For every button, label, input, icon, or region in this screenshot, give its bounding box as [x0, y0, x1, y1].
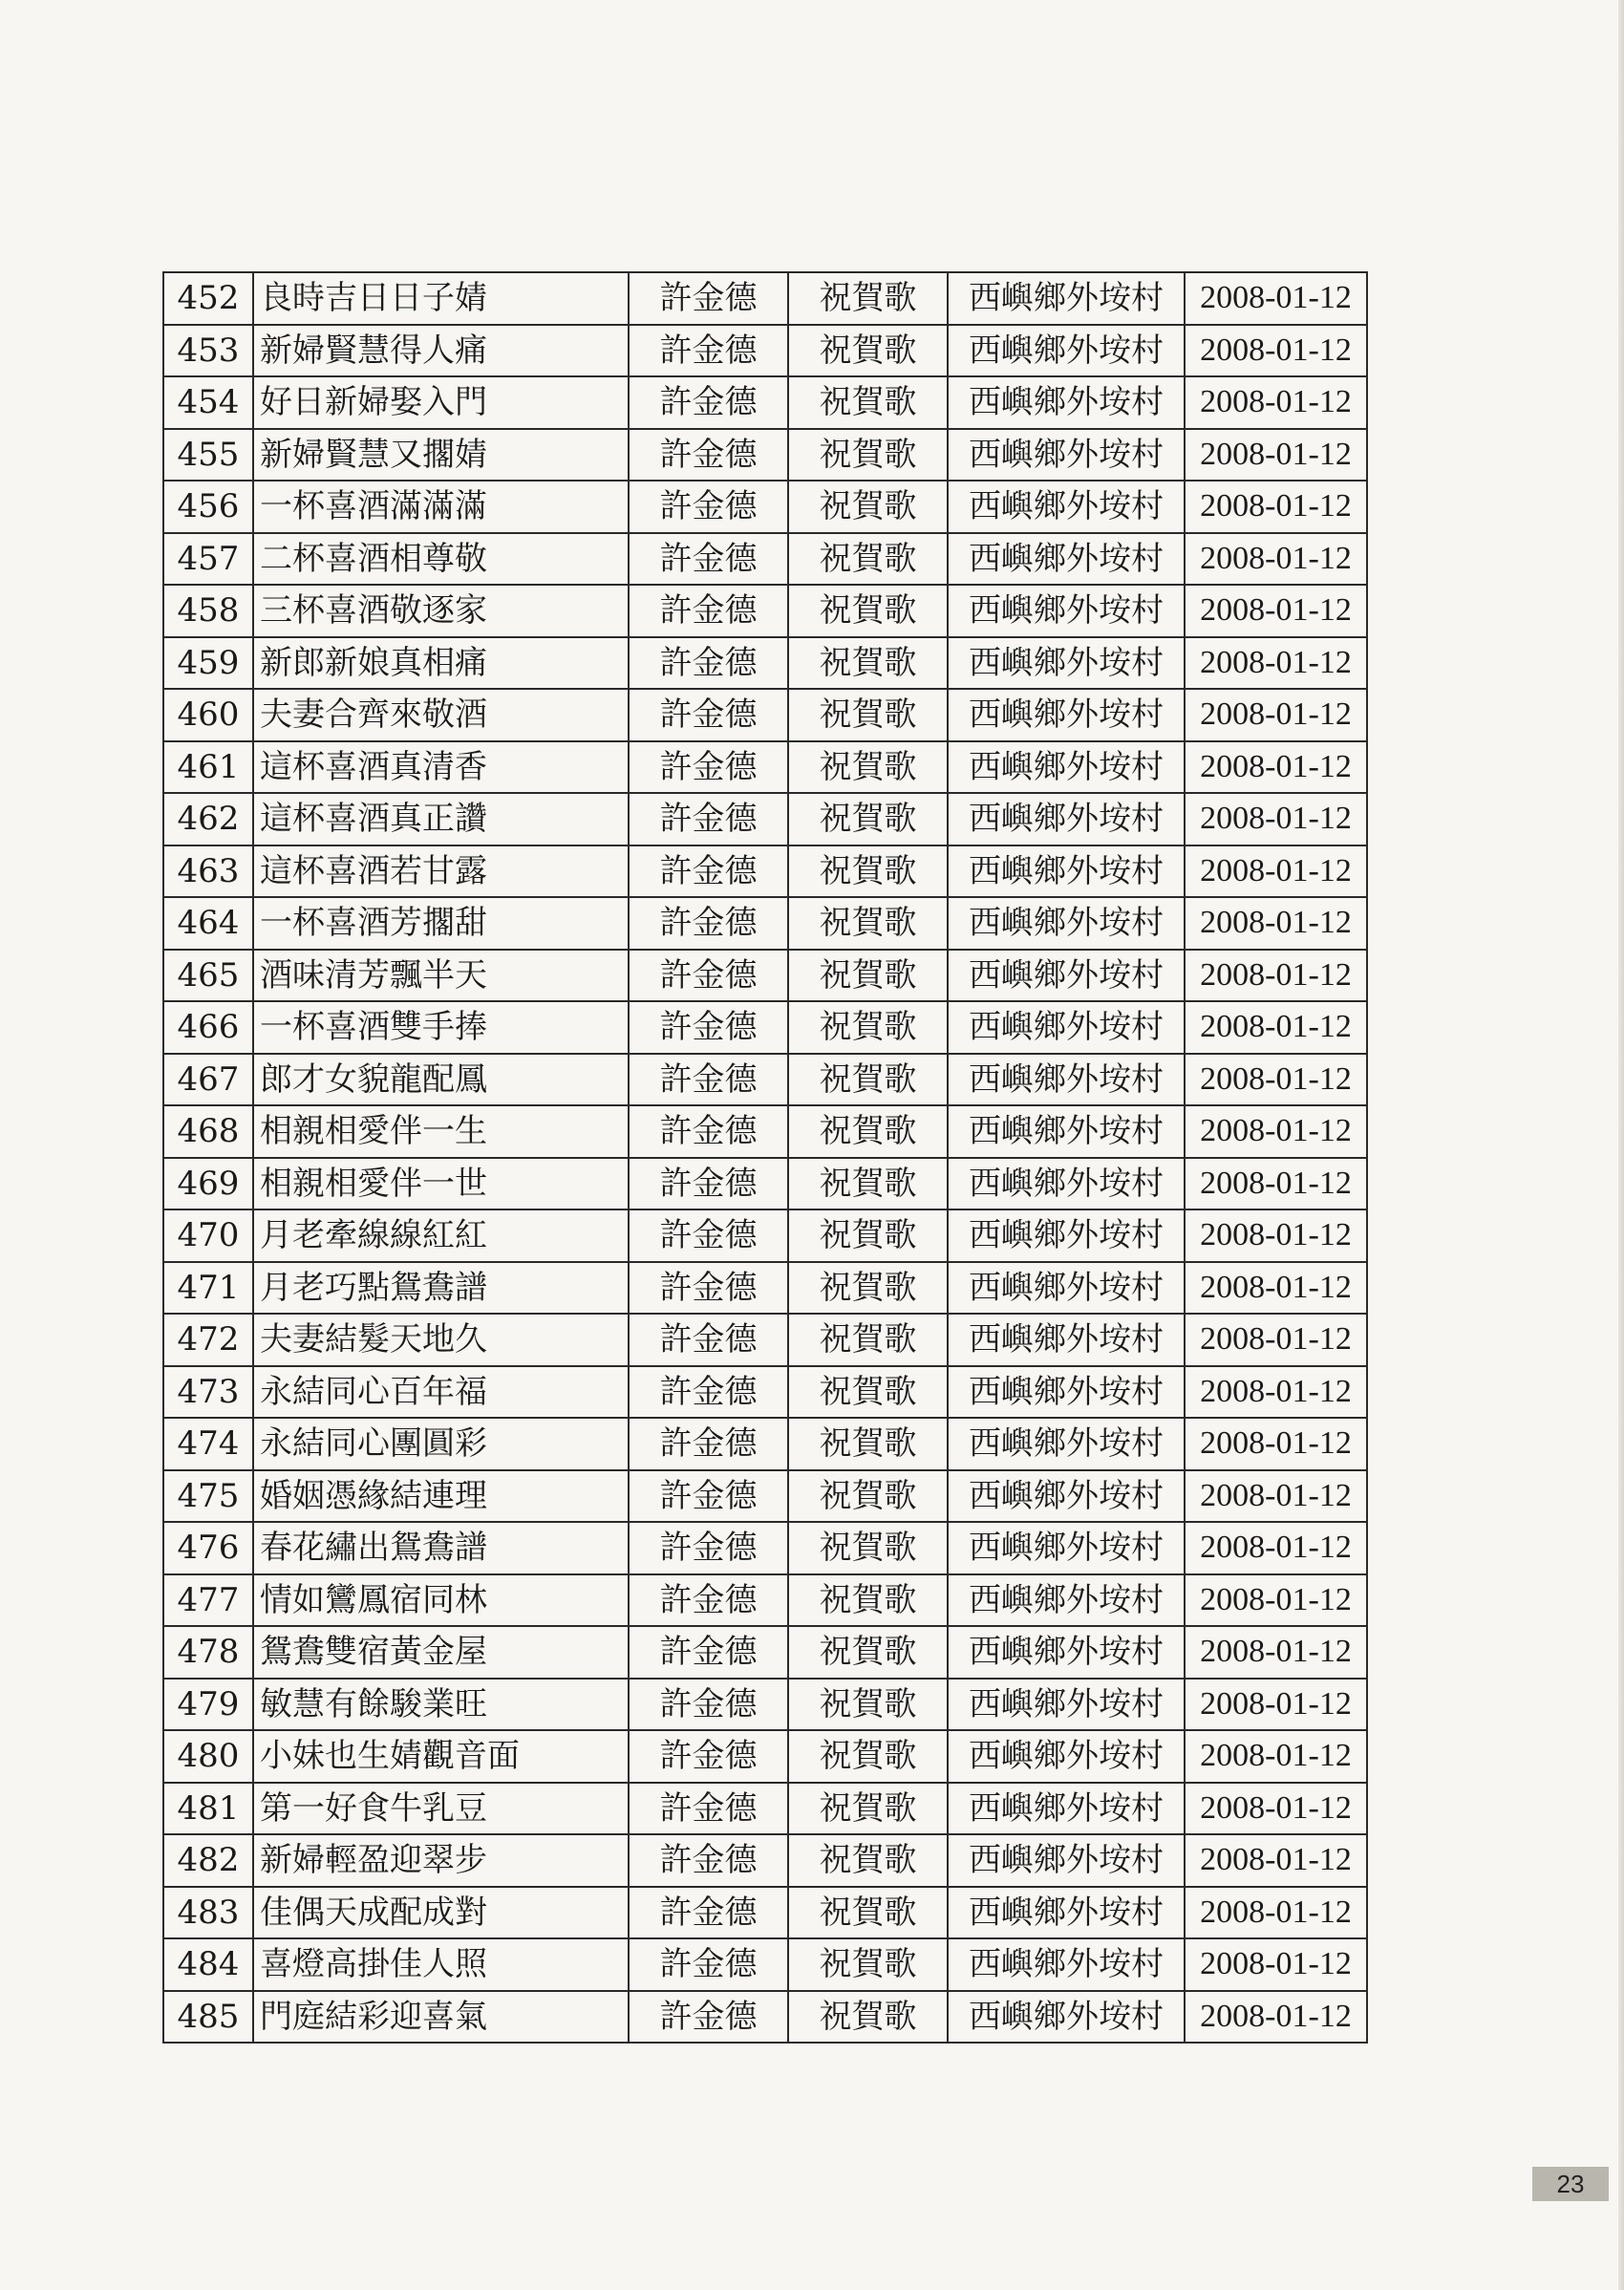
- recording-place: 西嶼鄉外垵村: [948, 325, 1185, 377]
- song-title: 夫妻結髮天地久: [253, 1314, 629, 1366]
- song-title: 春花繡出鴛鴦譜: [253, 1522, 629, 1574]
- song-title: 這杯喜酒真正讚: [253, 793, 629, 845]
- song-genre: 祝賀歌: [788, 1679, 948, 1731]
- recording-place: 西嶼鄉外垵村: [948, 1834, 1185, 1887]
- table-row: [163, 1522, 1367, 1574]
- row-number: 463: [163, 845, 253, 898]
- song-genre: 祝賀歌: [788, 1834, 948, 1887]
- song-title: 月老牽線線紅紅: [253, 1209, 629, 1262]
- row-number: 469: [163, 1158, 253, 1210]
- recording-place: 西嶼鄉外垵村: [948, 1470, 1185, 1523]
- page-edge: [1618, 0, 1624, 2290]
- recording-date: 2008-01-12: [1185, 429, 1367, 482]
- recording-place: 西嶼鄉外垵村: [948, 1783, 1185, 1835]
- row-number: 483: [163, 1887, 253, 1939]
- recording-date: 2008-01-12: [1185, 1262, 1367, 1315]
- recording-date: 2008-01-12: [1185, 1887, 1367, 1939]
- song-genre: 祝賀歌: [788, 1054, 948, 1106]
- recording-date: 2008-01-12: [1185, 376, 1367, 429]
- singer-name: 許金德: [629, 637, 788, 690]
- singer-name: 許金德: [629, 1054, 788, 1106]
- recording-place: 西嶼鄉外垵村: [948, 1626, 1185, 1679]
- song-title: 情如鸞鳳宿同林: [253, 1574, 629, 1627]
- table-row: [163, 376, 1367, 429]
- table-row: [163, 1054, 1367, 1106]
- song-title: 相親相愛伴一世: [253, 1158, 629, 1210]
- singer-name: 許金德: [629, 1938, 788, 1991]
- singer-name: 許金德: [629, 741, 788, 794]
- row-number: 481: [163, 1783, 253, 1835]
- song-genre: 祝賀歌: [788, 1366, 948, 1419]
- song-title: 一杯喜酒雙手捧: [253, 1001, 629, 1054]
- song-title: 夫妻合齊來敬酒: [253, 689, 629, 741]
- song-genre: 祝賀歌: [788, 1991, 948, 2044]
- recording-place: 西嶼鄉外垵村: [948, 429, 1185, 482]
- recording-date: 2008-01-12: [1185, 845, 1367, 898]
- singer-name: 許金德: [629, 1209, 788, 1262]
- recording-date: 2008-01-12: [1185, 533, 1367, 586]
- song-genre: 祝賀歌: [788, 533, 948, 586]
- row-number: 477: [163, 1574, 253, 1627]
- table-row: [163, 741, 1367, 794]
- song-genre: 祝賀歌: [788, 637, 948, 690]
- recording-place: 西嶼鄉外垵村: [948, 1938, 1185, 1991]
- row-number: 452: [163, 272, 253, 325]
- row-number: 467: [163, 1054, 253, 1106]
- row-number: 472: [163, 1314, 253, 1366]
- recording-date: 2008-01-12: [1185, 1105, 1367, 1158]
- recording-place: 西嶼鄉外垵村: [948, 1574, 1185, 1627]
- recording-date: 2008-01-12: [1185, 637, 1367, 690]
- singer-name: 許金德: [629, 1470, 788, 1523]
- recording-place: 西嶼鄉外垵村: [948, 741, 1185, 794]
- song-title: 二杯喜酒相尊敬: [253, 533, 629, 586]
- song-title: 新婦輕盈迎翠步: [253, 1834, 629, 1887]
- table-row: [163, 533, 1367, 586]
- row-number: 461: [163, 741, 253, 794]
- recording-place: 西嶼鄉外垵村: [948, 272, 1185, 325]
- table-row: [163, 1262, 1367, 1315]
- recording-place: 西嶼鄉外垵村: [948, 1209, 1185, 1262]
- singer-name: 許金德: [629, 1418, 788, 1470]
- song-title: 三杯喜酒敬逐家: [253, 585, 629, 637]
- song-title: 良時吉日日子婧: [253, 272, 629, 325]
- singer-name: 許金德: [629, 1158, 788, 1210]
- singer-name: 許金德: [629, 1001, 788, 1054]
- page-number: 23: [1532, 2167, 1609, 2201]
- song-title: 酒味清芳飄半天: [253, 950, 629, 1002]
- song-genre: 祝賀歌: [788, 1262, 948, 1315]
- recording-place: 西嶼鄉外垵村: [948, 1366, 1185, 1419]
- recording-date: 2008-01-12: [1185, 1626, 1367, 1679]
- singer-name: 許金德: [629, 1366, 788, 1419]
- song-genre: 祝賀歌: [788, 1522, 948, 1574]
- recording-date: 2008-01-12: [1185, 741, 1367, 794]
- recording-place: 西嶼鄉外垵村: [948, 1991, 1185, 2044]
- song-genre: 祝賀歌: [788, 376, 948, 429]
- singer-name: 許金德: [629, 272, 788, 325]
- recording-date: 2008-01-12: [1185, 1158, 1367, 1210]
- song-genre: 祝賀歌: [788, 897, 948, 950]
- table-row: [163, 1314, 1367, 1366]
- song-genre: 祝賀歌: [788, 1730, 948, 1783]
- table-row: [163, 1991, 1367, 2044]
- recording-date: 2008-01-12: [1185, 1679, 1367, 1731]
- row-number: 465: [163, 950, 253, 1002]
- song-genre: 祝賀歌: [788, 1314, 948, 1366]
- row-number: 471: [163, 1262, 253, 1315]
- table-row: [163, 897, 1367, 950]
- recording-place: 西嶼鄉外垵村: [948, 689, 1185, 741]
- song-title: 相親相愛伴一生: [253, 1105, 629, 1158]
- row-number: 485: [163, 1991, 253, 2044]
- song-genre: 祝賀歌: [788, 1783, 948, 1835]
- recording-date: 2008-01-12: [1185, 1522, 1367, 1574]
- song-genre: 祝賀歌: [788, 793, 948, 845]
- recording-place: 西嶼鄉外垵村: [948, 1730, 1185, 1783]
- song-title: 喜燈高掛佳人照: [253, 1938, 629, 1991]
- recording-date: 2008-01-12: [1185, 1991, 1367, 2044]
- table-row: [163, 1209, 1367, 1262]
- table-row: [163, 1366, 1367, 1419]
- song-genre: 祝賀歌: [788, 1418, 948, 1470]
- recording-date: 2008-01-12: [1185, 481, 1367, 533]
- row-number: 457: [163, 533, 253, 586]
- singer-name: 許金德: [629, 1262, 788, 1315]
- recording-date: 2008-01-12: [1185, 1834, 1367, 1887]
- song-genre: 祝賀歌: [788, 845, 948, 898]
- song-title: 小妹也生婧觀音面: [253, 1730, 629, 1783]
- song-genre: 祝賀歌: [788, 741, 948, 794]
- row-number: 454: [163, 376, 253, 429]
- song-title: 新婦賢慧得人痛: [253, 325, 629, 377]
- recording-date: 2008-01-12: [1185, 897, 1367, 950]
- recording-date: 2008-01-12: [1185, 585, 1367, 637]
- singer-name: 許金德: [629, 325, 788, 377]
- table-row: [163, 1418, 1367, 1470]
- singer-name: 許金德: [629, 1679, 788, 1731]
- singer-name: 許金德: [629, 1314, 788, 1366]
- singer-name: 許金德: [629, 793, 788, 845]
- row-number: 468: [163, 1105, 253, 1158]
- recording-place: 西嶼鄉外垵村: [948, 1887, 1185, 1939]
- song-genre: 祝賀歌: [788, 429, 948, 482]
- song-genre: 祝賀歌: [788, 481, 948, 533]
- recording-date: 2008-01-12: [1185, 1366, 1367, 1419]
- recording-place: 西嶼鄉外垵村: [948, 376, 1185, 429]
- song-title: 一杯喜酒芳擱甜: [253, 897, 629, 950]
- song-title: 郎才女貌龍配鳳: [253, 1054, 629, 1106]
- recording-place: 西嶼鄉外垵村: [948, 1418, 1185, 1470]
- table-row: [163, 272, 1367, 325]
- singer-name: 許金德: [629, 585, 788, 637]
- singer-name: 許金德: [629, 950, 788, 1002]
- row-number: 459: [163, 637, 253, 690]
- song-title: 這杯喜酒真清香: [253, 741, 629, 794]
- recording-date: 2008-01-12: [1185, 1314, 1367, 1366]
- song-genre: 祝賀歌: [788, 1001, 948, 1054]
- recording-place: 西嶼鄉外垵村: [948, 1314, 1185, 1366]
- song-title: 新婦賢慧又擱婧: [253, 429, 629, 482]
- table-row: [163, 1470, 1367, 1523]
- song-genre: 祝賀歌: [788, 1209, 948, 1262]
- row-number: 475: [163, 1470, 253, 1523]
- table-row: [163, 637, 1367, 690]
- song-genre: 祝賀歌: [788, 950, 948, 1002]
- singer-name: 許金德: [629, 1834, 788, 1887]
- song-genre: 祝賀歌: [788, 325, 948, 377]
- singer-name: 許金德: [629, 1105, 788, 1158]
- table-row: [163, 950, 1367, 1002]
- song-title: 門庭結彩迎喜氣: [253, 1991, 629, 2044]
- recording-date: 2008-01-12: [1185, 1938, 1367, 1991]
- singer-name: 許金德: [629, 689, 788, 741]
- recording-place: 西嶼鄉外垵村: [948, 637, 1185, 690]
- table-row: [163, 429, 1367, 482]
- row-number: 460: [163, 689, 253, 741]
- song-genre: 祝賀歌: [788, 1938, 948, 1991]
- song-genre: 祝賀歌: [788, 272, 948, 325]
- recording-place: 西嶼鄉外垵村: [948, 481, 1185, 533]
- singer-name: 許金德: [629, 845, 788, 898]
- singer-name: 許金德: [629, 897, 788, 950]
- singer-name: 許金德: [629, 376, 788, 429]
- recording-date: 2008-01-12: [1185, 272, 1367, 325]
- table-row: [163, 689, 1367, 741]
- row-number: 458: [163, 585, 253, 637]
- singer-name: 許金德: [629, 1730, 788, 1783]
- row-number: 466: [163, 1001, 253, 1054]
- song-genre: 祝賀歌: [788, 585, 948, 637]
- recording-date: 2008-01-12: [1185, 793, 1367, 845]
- song-genre: 祝賀歌: [788, 1105, 948, 1158]
- singer-name: 許金德: [629, 1783, 788, 1835]
- recording-date: 2008-01-12: [1185, 1783, 1367, 1835]
- recording-place: 西嶼鄉外垵村: [948, 845, 1185, 898]
- row-number: 476: [163, 1522, 253, 1574]
- recording-date: 2008-01-12: [1185, 1209, 1367, 1262]
- row-number: 480: [163, 1730, 253, 1783]
- song-table-body: [163, 272, 1367, 2043]
- song-title: 新郎新娘真相痛: [253, 637, 629, 690]
- table-row: [163, 325, 1367, 377]
- recording-date: 2008-01-12: [1185, 1001, 1367, 1054]
- table-row: [163, 1626, 1367, 1679]
- singer-name: 許金德: [629, 1626, 788, 1679]
- recording-date: 2008-01-12: [1185, 1418, 1367, 1470]
- recording-place: 西嶼鄉外垵村: [948, 1054, 1185, 1106]
- song-genre: 祝賀歌: [788, 1574, 948, 1627]
- recording-date: 2008-01-12: [1185, 1730, 1367, 1783]
- song-title: 一杯喜酒滿滿滿: [253, 481, 629, 533]
- recording-place: 西嶼鄉外垵村: [948, 533, 1185, 586]
- recording-date: 2008-01-12: [1185, 1054, 1367, 1106]
- recording-date: 2008-01-12: [1185, 1574, 1367, 1627]
- table-row: [163, 1105, 1367, 1158]
- table-row: [163, 1158, 1367, 1210]
- singer-name: 許金德: [629, 1887, 788, 1939]
- table-row: [163, 1574, 1367, 1627]
- recording-place: 西嶼鄉外垵村: [948, 950, 1185, 1002]
- singer-name: 許金德: [629, 481, 788, 533]
- recording-date: 2008-01-12: [1185, 689, 1367, 741]
- song-genre: 祝賀歌: [788, 1158, 948, 1210]
- singer-name: 許金德: [629, 429, 788, 482]
- singer-name: 許金德: [629, 1991, 788, 2044]
- table-row: [163, 1938, 1367, 1991]
- table-row: [163, 1679, 1367, 1731]
- table-row: [163, 793, 1367, 845]
- song-title: 鴛鴦雙宿黃金屋: [253, 1626, 629, 1679]
- row-number: 464: [163, 897, 253, 950]
- song-genre: 祝賀歌: [788, 689, 948, 741]
- recording-place: 西嶼鄉外垵村: [948, 585, 1185, 637]
- table-row: [163, 1783, 1367, 1835]
- recording-date: 2008-01-12: [1185, 325, 1367, 377]
- table-row: [163, 585, 1367, 637]
- recording-place: 西嶼鄉外垵村: [948, 897, 1185, 950]
- singer-name: 許金德: [629, 533, 788, 586]
- song-genre: 祝賀歌: [788, 1470, 948, 1523]
- table-row: [163, 845, 1367, 898]
- row-number: 478: [163, 1626, 253, 1679]
- recording-place: 西嶼鄉外垵村: [948, 1105, 1185, 1158]
- table-row: [163, 1001, 1367, 1054]
- row-number: 456: [163, 481, 253, 533]
- row-number: 453: [163, 325, 253, 377]
- song-table: [162, 271, 1368, 2044]
- row-number: 473: [163, 1366, 253, 1419]
- song-title: 敏慧有餘駿業旺: [253, 1679, 629, 1731]
- song-title: 月老巧點鴛鴦譜: [253, 1262, 629, 1315]
- recording-place: 西嶼鄉外垵村: [948, 1001, 1185, 1054]
- recording-place: 西嶼鄉外垵村: [948, 1522, 1185, 1574]
- row-number: 474: [163, 1418, 253, 1470]
- singer-name: 許金德: [629, 1574, 788, 1627]
- song-title: 好日新婦娶入門: [253, 376, 629, 429]
- recording-date: 2008-01-12: [1185, 950, 1367, 1002]
- recording-date: 2008-01-12: [1185, 1470, 1367, 1523]
- row-number: 484: [163, 1938, 253, 1991]
- recording-place: 西嶼鄉外垵村: [948, 1158, 1185, 1210]
- recording-place: 西嶼鄉外垵村: [948, 1262, 1185, 1315]
- recording-place: 西嶼鄉外垵村: [948, 793, 1185, 845]
- table-row: [163, 1834, 1367, 1887]
- recording-place: 西嶼鄉外垵村: [948, 1679, 1185, 1731]
- song-genre: 祝賀歌: [788, 1626, 948, 1679]
- singer-name: 許金德: [629, 1522, 788, 1574]
- table-row: [163, 481, 1367, 533]
- song-title: 永結同心百年福: [253, 1366, 629, 1419]
- song-title: 永結同心團圓彩: [253, 1418, 629, 1470]
- row-number: 470: [163, 1209, 253, 1262]
- song-title: 佳偶天成配成對: [253, 1887, 629, 1939]
- table-row: [163, 1887, 1367, 1939]
- song-title: 這杯喜酒若甘露: [253, 845, 629, 898]
- song-title: 婚姻憑緣結連理: [253, 1470, 629, 1523]
- row-number: 482: [163, 1834, 253, 1887]
- song-genre: 祝賀歌: [788, 1887, 948, 1939]
- row-number: 455: [163, 429, 253, 482]
- table-row: [163, 1730, 1367, 1783]
- row-number: 462: [163, 793, 253, 845]
- row-number: 479: [163, 1679, 253, 1731]
- song-title: 第一好食牛乳豆: [253, 1783, 629, 1835]
